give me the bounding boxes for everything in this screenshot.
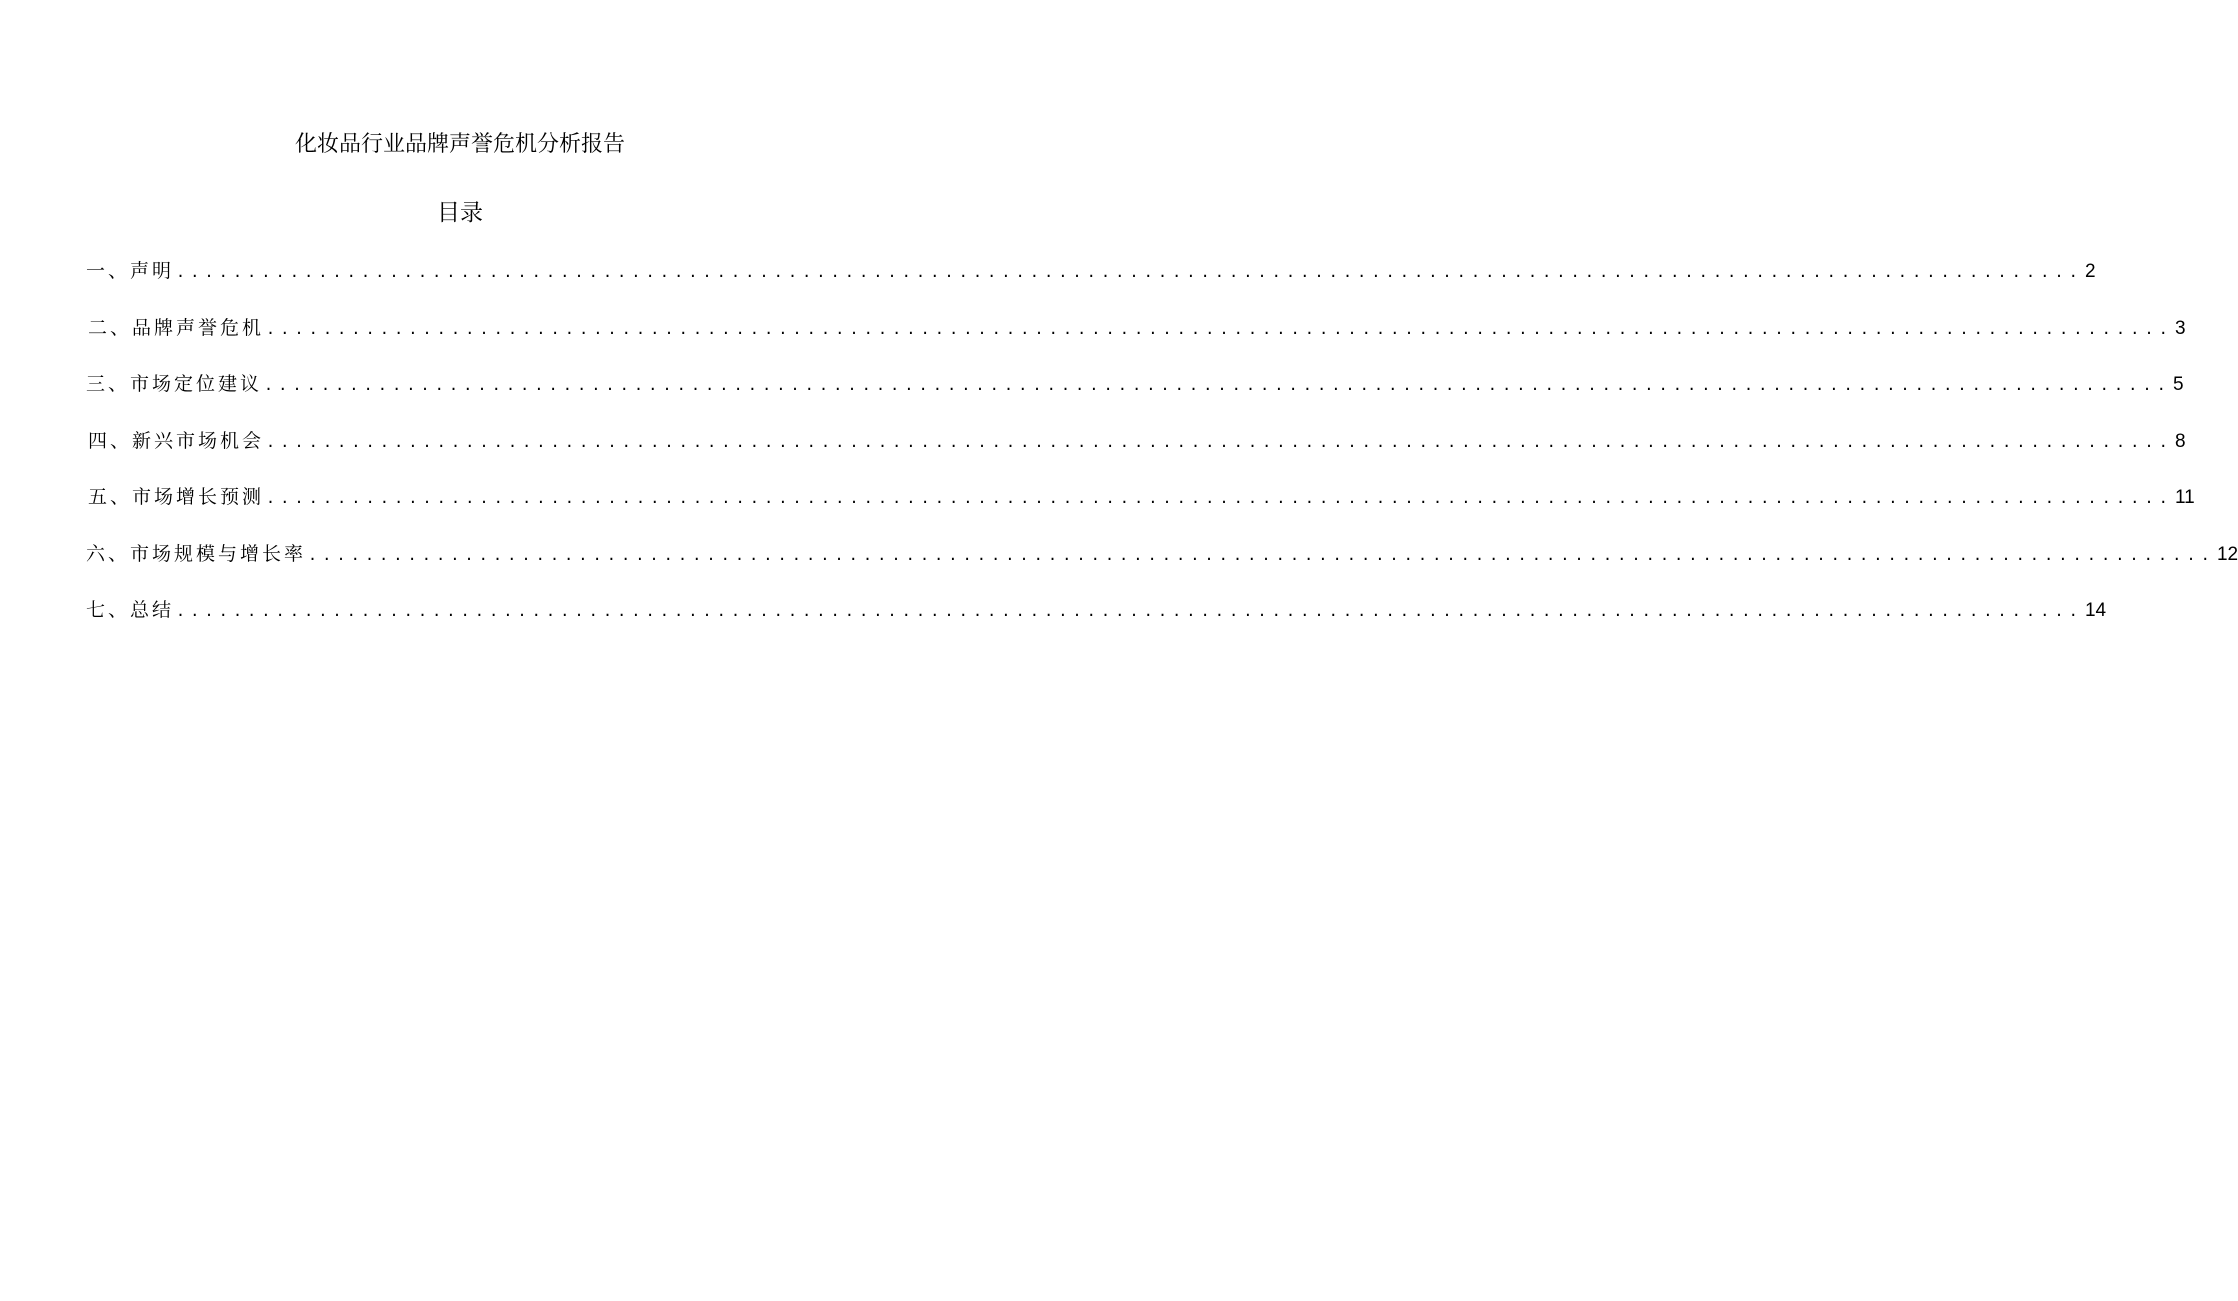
toc-entry-page: 5: [2172, 374, 2184, 395]
toc-entry-page: 3: [2174, 318, 2186, 339]
toc-heading: 目录: [437, 200, 483, 226]
toc-entry-label: 一、声明: [86, 260, 175, 282]
toc-dot-leader: ......................................................................................................................................: [264, 376, 2171, 394]
toc-dot-leader: ......................................................................................................................................: [266, 489, 2173, 507]
toc-dot-leader: ......................................................................................................................................: [176, 602, 2083, 620]
toc-entry-5[interactable]: [88, 482, 2195, 512]
toc-entry-7[interactable]: [86, 595, 2107, 625]
toc-dot-leader: ......................................................................................................................................: [266, 433, 2173, 451]
toc-entry-label: 三、市场定位建议: [86, 373, 263, 395]
toc-entry-label: 五、市场增长预测: [88, 486, 265, 508]
toc-entry-page: 8: [2174, 431, 2186, 452]
toc-dot-leader: ......................................................................................................................................: [266, 320, 2173, 338]
toc-entry-page: 14: [2084, 600, 2107, 621]
toc-entry-page: 2: [2084, 261, 2096, 282]
toc-entry-4[interactable]: [88, 426, 2186, 456]
toc-entry-label: 四、新兴市场机会: [88, 430, 265, 452]
toc-entry-1[interactable]: [86, 256, 2096, 286]
toc-entry-label: 六、市场规模与增长率: [86, 543, 307, 565]
toc-entry-label: 二、品牌声誉危机: [88, 317, 265, 339]
toc-entry-label: 七、总结: [86, 599, 175, 621]
toc-dot-leader: ......................................................................................................................................: [176, 263, 2083, 281]
document-title: 化妆品行业品牌声誉危机分析报告: [294, 132, 625, 157]
toc-entry-page: 11: [2174, 487, 2195, 508]
toc-entry-6[interactable]: [86, 539, 2238, 569]
toc-entry-3[interactable]: [86, 369, 2184, 399]
toc-entry-page: 12: [2216, 544, 2238, 565]
toc-entry-2[interactable]: [88, 313, 2186, 343]
toc-dot-leader: ......................................................................................................................................: [308, 546, 2215, 564]
